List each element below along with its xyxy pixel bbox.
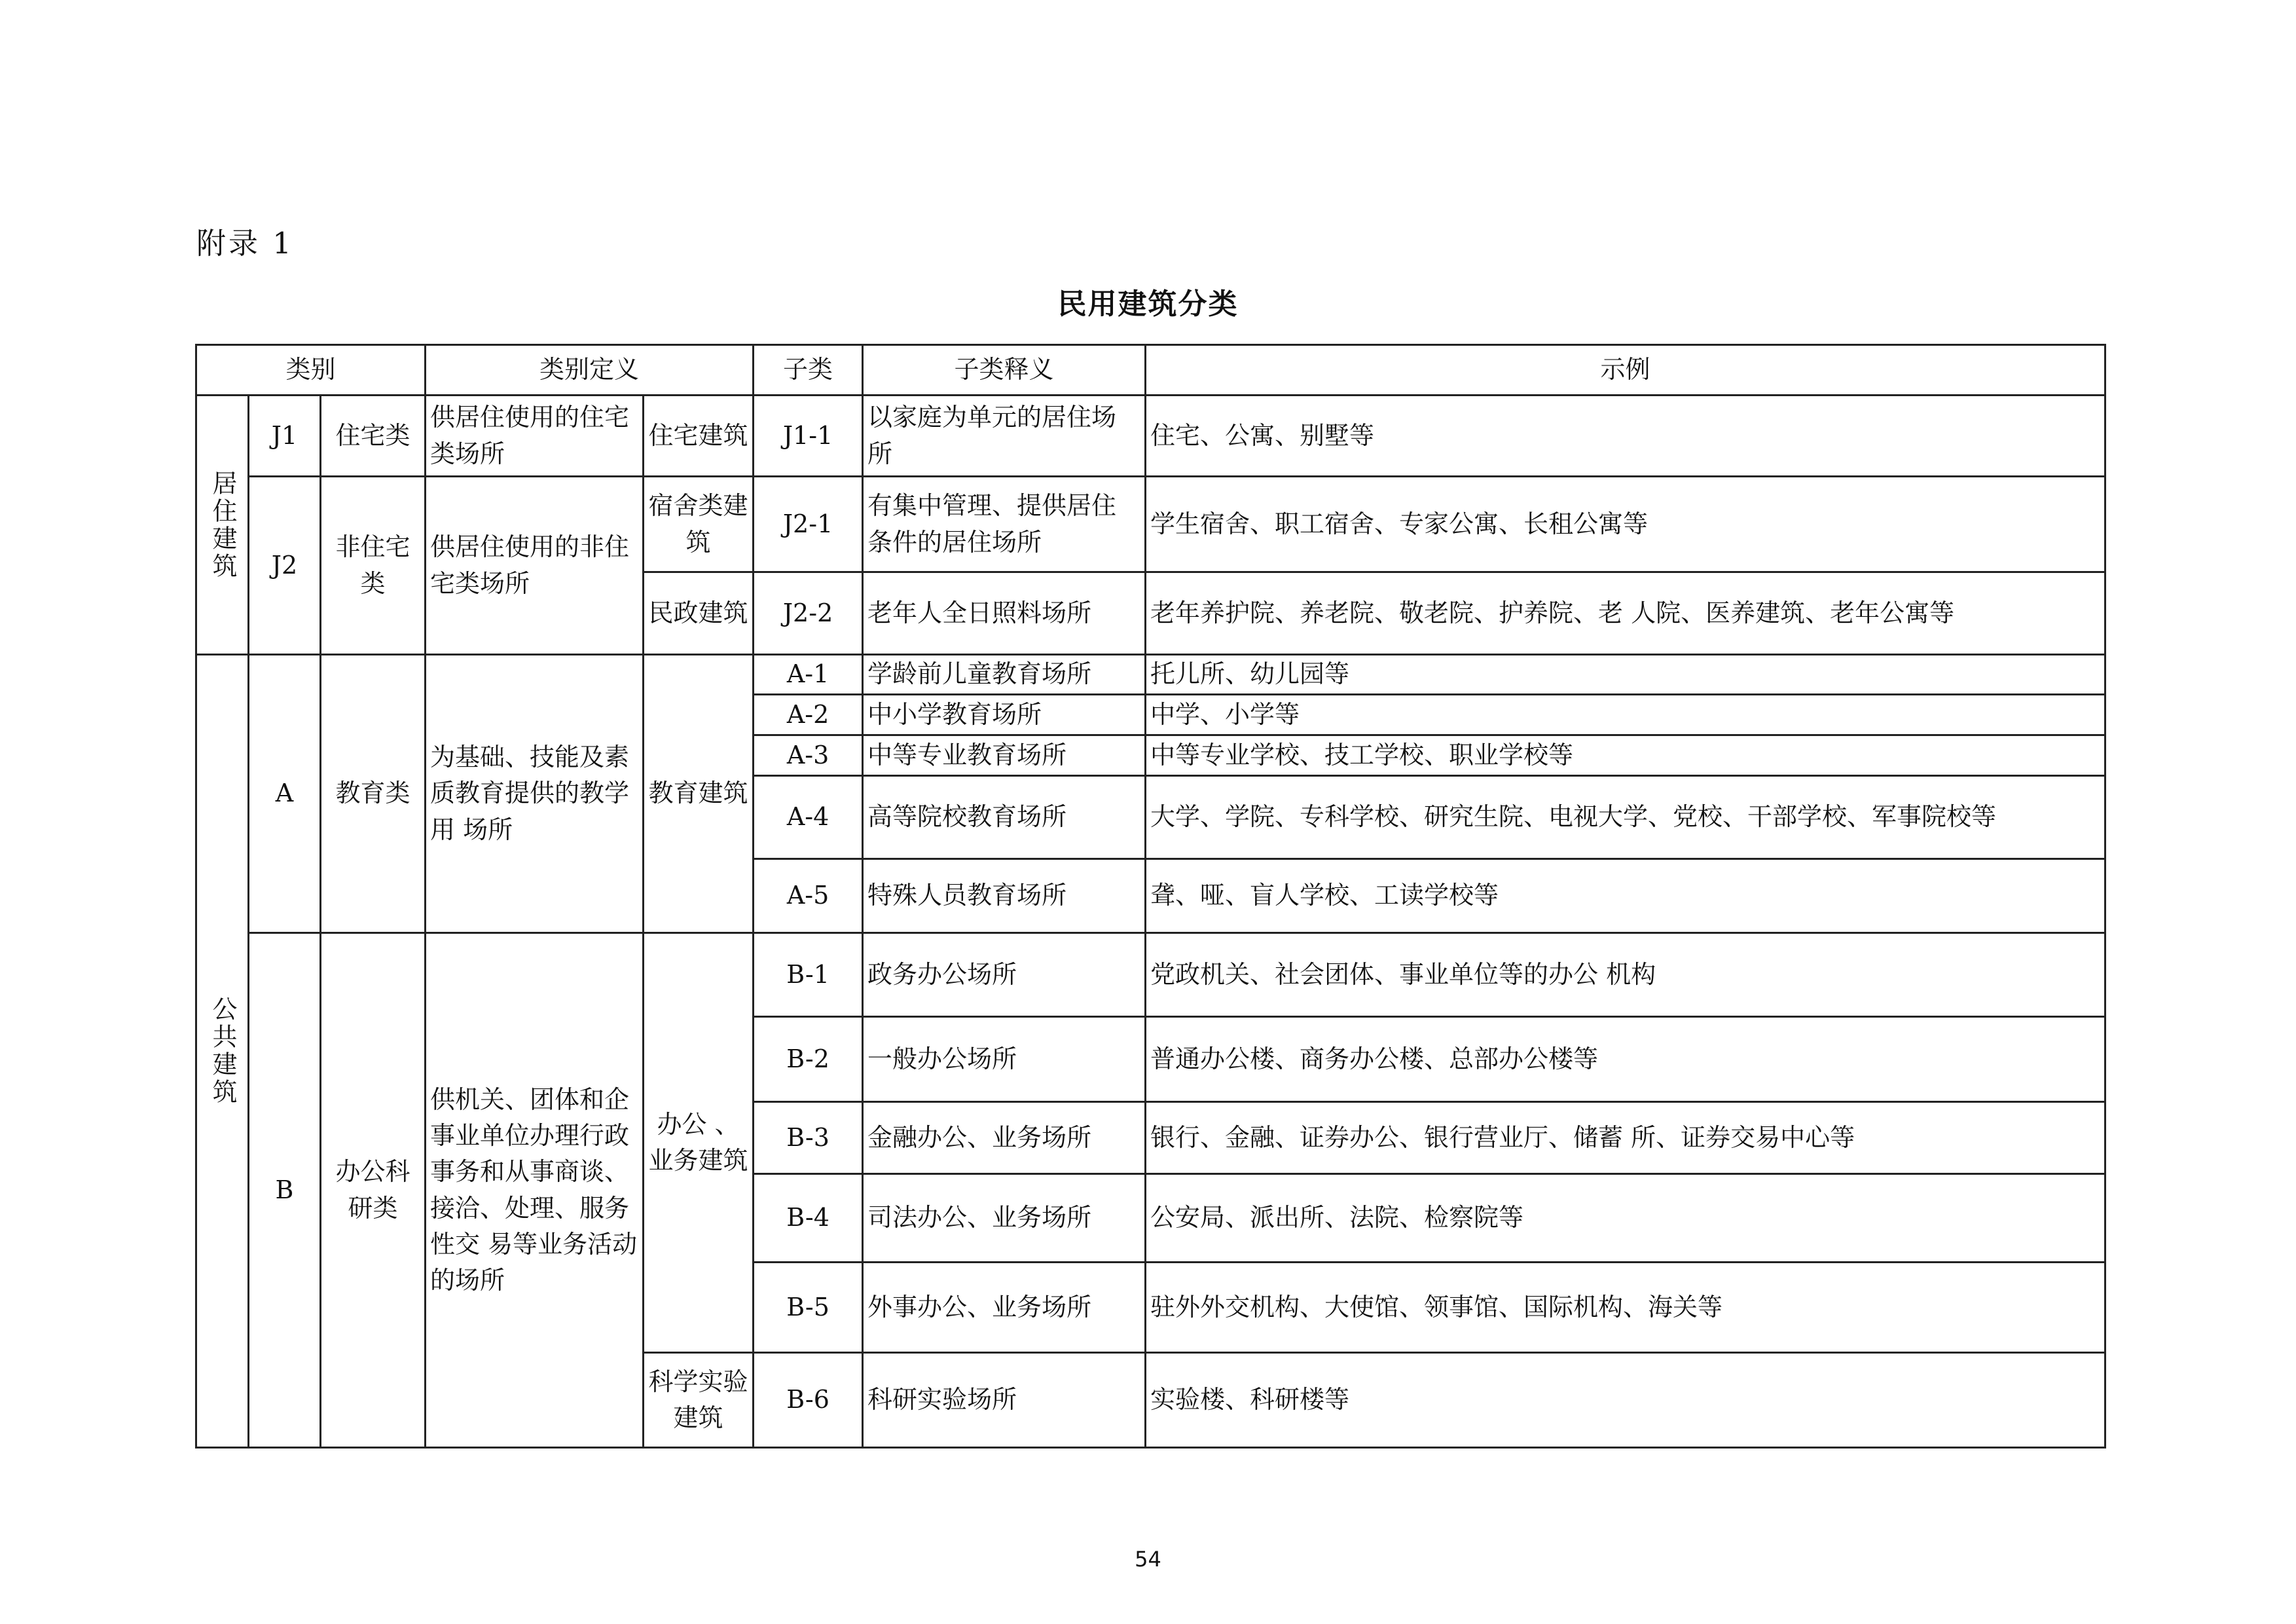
header-definition: 类别定义 xyxy=(426,345,754,396)
building-type: 宿舍类建筑 xyxy=(644,477,754,572)
building-type: 民政建筑 xyxy=(644,572,754,655)
subclass-code: J2-2 xyxy=(754,572,863,655)
subclass-desc: 以家庭为单元的居住场所 xyxy=(863,396,1146,477)
example-text: 银行、金融、证券办公、银行营业厅、储蓄 所、证券交易中心等 xyxy=(1146,1102,2105,1174)
building-type: 住宅建筑 xyxy=(644,396,754,477)
subclass-code: A-1 xyxy=(754,655,863,695)
subclass-desc: 学龄前儿童教育场所 xyxy=(863,655,1146,695)
class-code: B xyxy=(249,933,321,1448)
subclass-desc: 外事办公、业务场所 xyxy=(863,1263,1146,1353)
class-code: J1 xyxy=(249,396,321,477)
class-definition: 供机关、团体和企 事业单位办理行政事务和从事商谈、接洽、处理、服务性交 易等业务活动的场所 xyxy=(426,933,644,1448)
subclass-desc: 科研实验场所 xyxy=(863,1353,1146,1448)
subclass-desc: 一般办公场所 xyxy=(863,1017,1146,1102)
subclass-code: B-2 xyxy=(754,1017,863,1102)
subclass-desc: 中小学教育场所 xyxy=(863,695,1146,735)
class-name: 办公科研类 xyxy=(321,933,426,1448)
group-public-label: 公共建筑 xyxy=(208,996,238,1106)
group-residential-label: 居住建筑 xyxy=(208,470,238,580)
table-row xyxy=(196,655,2105,695)
header-subclass: 子类 xyxy=(754,345,863,396)
subclass-code: B-3 xyxy=(754,1102,863,1174)
example-text: 党政机关、社会团体、事业单位等的办公 机构 xyxy=(1146,933,2105,1017)
header-row xyxy=(196,345,2105,396)
class-definition: 供居住使用的非住宅类场所 xyxy=(426,477,644,655)
class-name: 教育类 xyxy=(321,655,426,933)
header-examples: 示例 xyxy=(1146,345,2105,396)
example-text: 中等专业学校、技工学校、职业学校等 xyxy=(1146,735,2105,776)
table-row xyxy=(196,396,2105,477)
example-text: 大学、学院、专科学校、研究生院、电视大学、党校、干部学校、军事院校等 xyxy=(1146,776,2105,859)
subclass-desc: 特殊人员教育场所 xyxy=(863,859,1146,933)
subclass-code: A-3 xyxy=(754,735,863,776)
subclass-desc: 金融办公、业务场所 xyxy=(863,1102,1146,1174)
building-type: 教育建筑 xyxy=(644,655,754,933)
subclass-desc: 政务办公场所 xyxy=(863,933,1146,1017)
example-text: 中学、小学等 xyxy=(1146,695,2105,735)
subclass-code: A-5 xyxy=(754,859,863,933)
example-text: 聋、哑、盲人学校、工读学校等 xyxy=(1146,859,2105,933)
building-type: 科学实验建筑 xyxy=(644,1353,754,1448)
header-category: 类别 xyxy=(196,345,426,396)
header-subclass-desc: 子类释义 xyxy=(863,345,1146,396)
appendix-label: 附录 1 xyxy=(196,226,294,261)
subclass-desc: 中等专业教育场所 xyxy=(863,735,1146,776)
subclass-code: B-1 xyxy=(754,933,863,1017)
example-text: 住宅、公寓、别墅等 xyxy=(1146,396,2105,477)
table-row xyxy=(196,477,2105,572)
subclass-code: B-4 xyxy=(754,1174,863,1263)
example-text: 老年养护院、养老院、敬老院、护养院、老 人院、医养建筑、老年公寓等 xyxy=(1146,572,2105,655)
class-definition: 为基础、技能及素质教育提供的教学用 场所 xyxy=(426,655,644,933)
group-public xyxy=(196,655,249,1448)
example-text: 驻外外交机构、大使馆、领事馆、国际机构、海关等 xyxy=(1146,1263,2105,1353)
page-number: 54 xyxy=(1135,1547,1161,1572)
building-type: 办公 、业务建筑 xyxy=(644,933,754,1353)
class-code: J2 xyxy=(249,477,321,655)
document-title: 民用建筑分类 xyxy=(1057,287,1239,321)
example-text: 学生宿舍、职工宿舍、专家公寓、长租公寓等 xyxy=(1146,477,2105,572)
example-text: 实验楼、科研楼等 xyxy=(1146,1353,2105,1448)
table-row xyxy=(196,933,2105,1017)
example-text: 公安局、派出所、法院、检察院等 xyxy=(1146,1174,2105,1263)
class-name: 非住宅类 xyxy=(321,477,426,655)
subclass-code: J2-1 xyxy=(754,477,863,572)
subclass-code: J1-1 xyxy=(754,396,863,477)
subclass-code: A-2 xyxy=(754,695,863,735)
subclass-desc: 司法办公、业务场所 xyxy=(863,1174,1146,1263)
subclass-desc: 高等院校教育场所 xyxy=(863,776,1146,859)
example-text: 托儿所、幼儿园等 xyxy=(1146,655,2105,695)
subclass-code: B-6 xyxy=(754,1353,863,1448)
classification-table xyxy=(195,344,2106,1449)
class-name: 住宅类 xyxy=(321,396,426,477)
subclass-code: A-4 xyxy=(754,776,863,859)
class-definition: 供居住使用的住宅类场所 xyxy=(426,396,644,477)
class-code: A xyxy=(249,655,321,933)
group-residential xyxy=(196,396,249,655)
example-text: 普通办公楼、商务办公楼、总部办公楼等 xyxy=(1146,1017,2105,1102)
subclass-desc: 有集中管理、提供居住条件的居住场所 xyxy=(863,477,1146,572)
subclass-code: B-5 xyxy=(754,1263,863,1353)
subclass-desc: 老年人全日照料场所 xyxy=(863,572,1146,655)
